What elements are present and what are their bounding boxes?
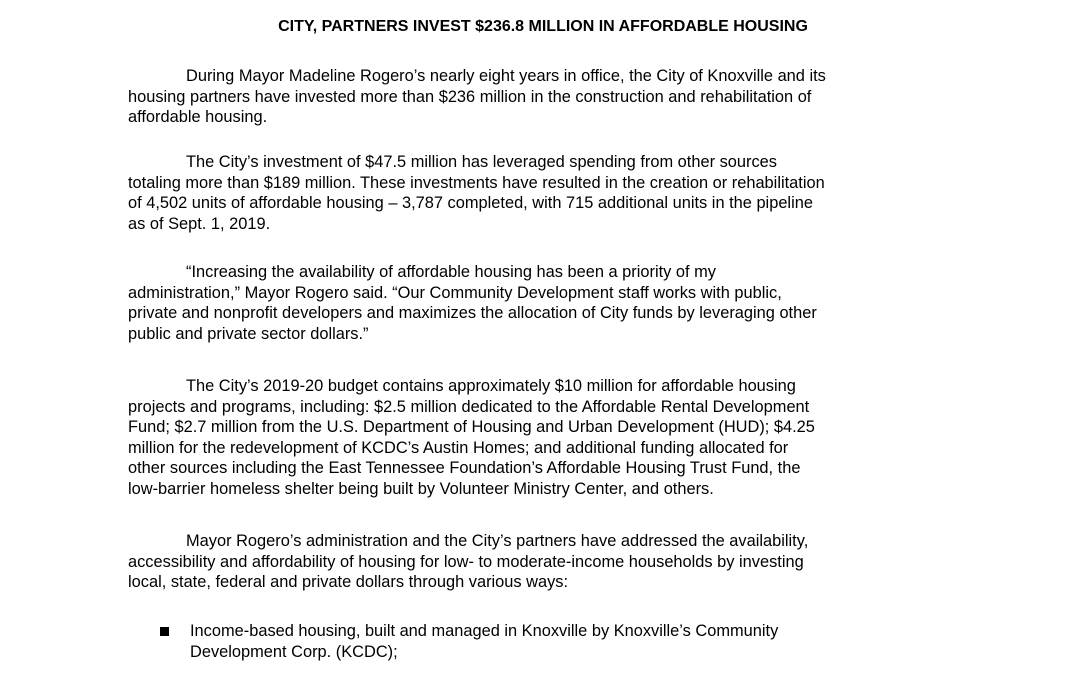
paragraph-2 xyxy=(128,152,958,234)
paragraph-line: During Mayor Madeline Rogero’s nearly eight years in office, the City of Knoxville and its xyxy=(186,67,826,85)
bullet-line: Development Corp. (KCDC); xyxy=(190,642,398,661)
paragraph-line: local, state, federal and private dollars through various ways: xyxy=(128,573,569,591)
paragraph-line: other sources including the East Tennessee Foundation’s Affordable Housing Trust Fund, the xyxy=(128,459,801,477)
paragraph-line: totaling more than $189 million. These investments have resulted in the creation or rehabilitation xyxy=(128,173,825,192)
paragraph-line: public and private sector dollars.” xyxy=(128,324,369,343)
paragraph-line: private and nonprofit developers and maximizes the allocation of City funds by leveraging other xyxy=(128,304,817,322)
square-bullet-icon xyxy=(160,627,169,636)
paragraph-line: administration,” Mayor Rogero said. “Our Community Development staff works with public, xyxy=(128,283,782,302)
document-title: CITY, PARTNERS INVEST $236.8 MILLION IN AFFORDABLE HOUSING xyxy=(278,18,808,35)
paragraph-line: accessibility and affordability of housing for low- to moderate-income households by investing xyxy=(128,552,804,571)
paragraph-line: Mayor Rogero’s administration and the City’s partners have addressed the availability, xyxy=(186,532,809,550)
paragraph-line: projects and programs, including: $2.5 million dedicated to the Affordable Rental Development xyxy=(128,397,810,416)
paragraph-line: The City’s investment of $47.5 million has leveraged spending from other sources xyxy=(186,153,777,171)
paragraph-line: affordable housing. xyxy=(128,108,268,126)
paragraph-line: million for the redevelopment of KCDC’s Austin Homes; and additional funding allocated for xyxy=(128,438,789,457)
paragraph-3 xyxy=(128,262,958,344)
paragraph-4 xyxy=(128,376,958,499)
paragraph-line: as of Sept. 1, 2019. xyxy=(128,214,271,233)
paragraph-line: The City’s 2019-20 budget contains approximately $10 million for affordable housing xyxy=(186,377,796,395)
paragraph-line: housing partners have invested more than $236 million in the construction and rehabilitation of xyxy=(128,87,812,106)
paragraph-line: Fund; $2.7 million from the U.S. Department of Housing and Urban Development (HUD); $4.25 xyxy=(128,418,815,436)
bullet-line: Income-based housing, built and managed in Knoxville by Knoxville’s Community xyxy=(190,622,779,640)
paragraph-1 xyxy=(128,66,958,128)
paragraph-line: of 4,502 units of affordable housing – 3,787 completed, with 715 additional units in the pipeline xyxy=(128,194,813,212)
paragraph-line: low-barrier homeless shelter being built by Volunteer Ministry Center, and others. xyxy=(128,479,714,498)
paragraph-line: “Increasing the availability of affordable housing has been a priority of my xyxy=(186,263,716,281)
paragraph-5 xyxy=(128,531,958,593)
bullet-text xyxy=(190,621,950,662)
